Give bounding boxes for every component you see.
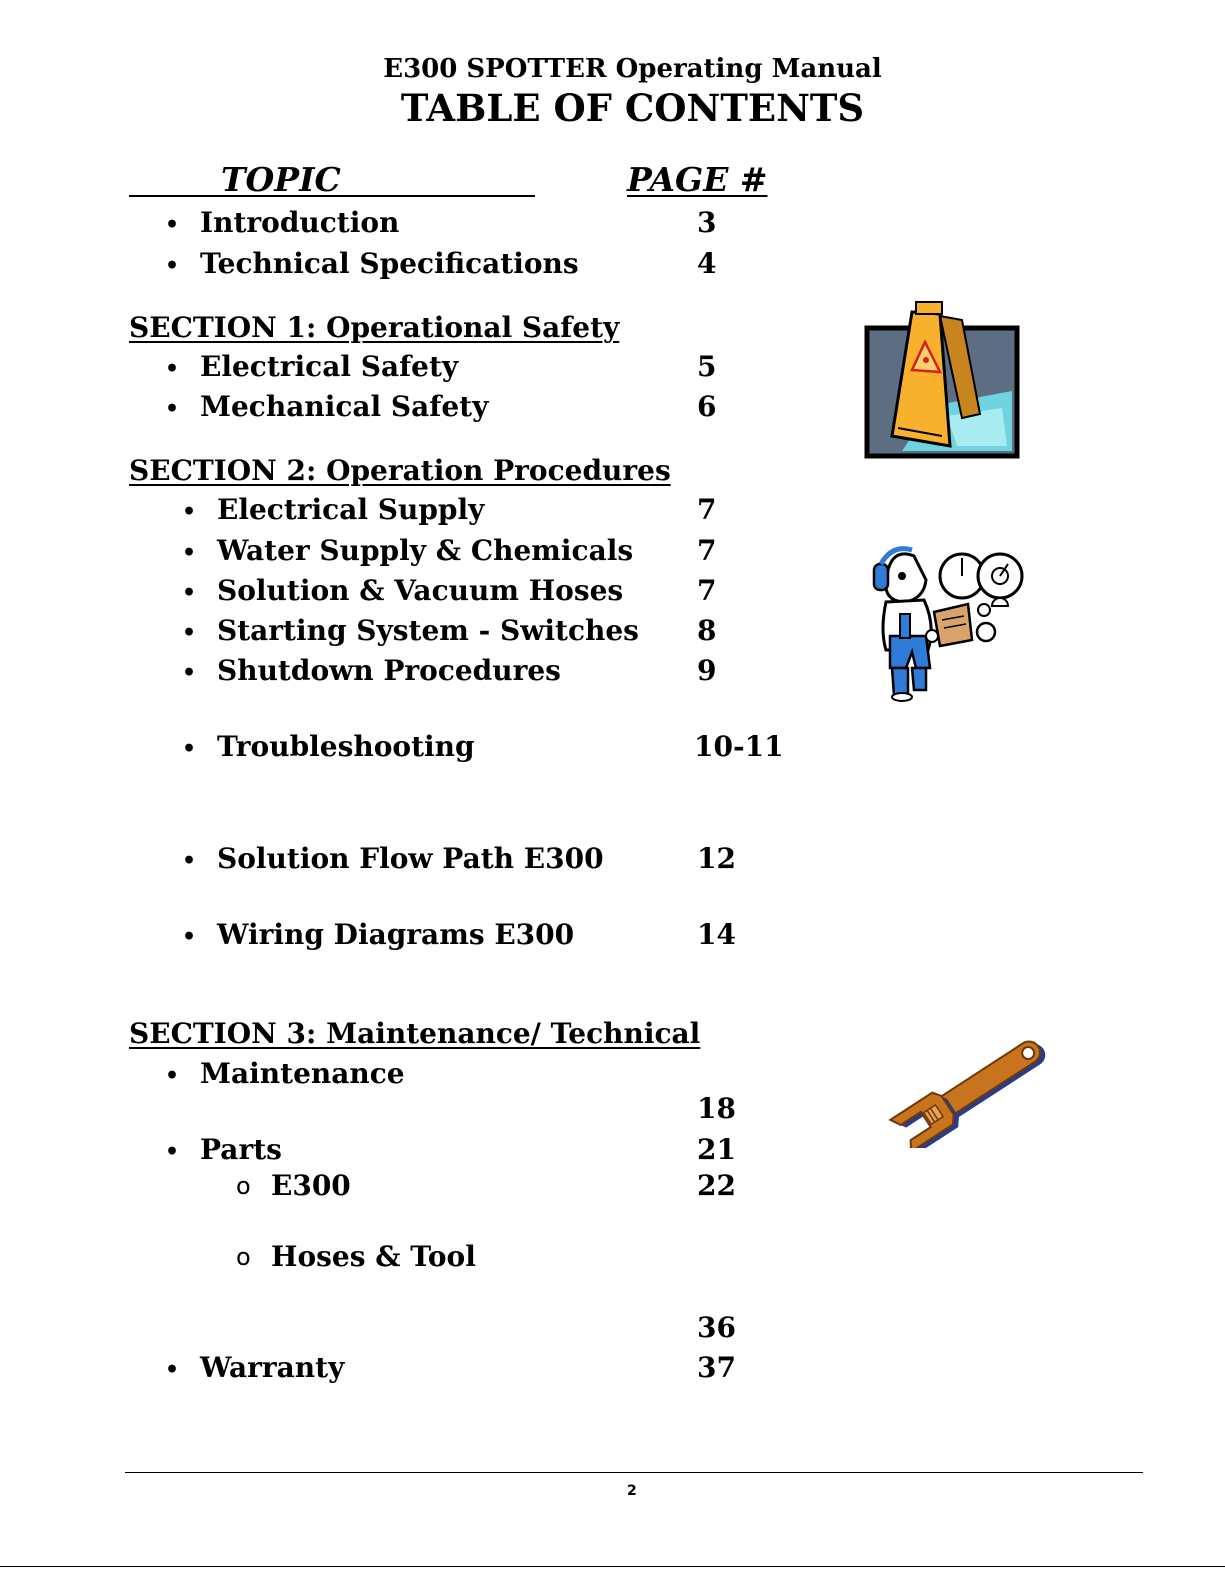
bullet-icon: • — [165, 212, 180, 238]
toc-page-solution-vacuum-hoses: 7 — [697, 574, 717, 607]
bullet-icon: • — [165, 1357, 180, 1383]
technician-with-gauges-icon — [868, 540, 1030, 705]
footer-rule — [125, 1472, 1143, 1473]
section2-heading: SECTION 2: Operation Procedures — [129, 454, 671, 487]
bullet-icon: • — [182, 620, 197, 646]
bullet-icon: • — [165, 253, 180, 279]
wet-floor-sign-icon — [862, 296, 1024, 464]
toc-item-starting-system: Starting System - Switches — [217, 614, 639, 647]
wrench-icon — [880, 1036, 1060, 1148]
sub-bullet-icon: o — [236, 1172, 251, 1200]
bullet-icon: • — [182, 660, 197, 686]
toc-page-introduction: 3 — [697, 206, 717, 239]
bullet-icon: • — [165, 396, 180, 422]
bullet-icon: • — [182, 580, 197, 606]
toc-page-shutdown-procedures: 9 — [697, 654, 717, 687]
toc-item-hoses-tool: Hoses & Tool — [271, 1240, 476, 1273]
toc-item-water-supply: Water Supply & Chemicals — [217, 534, 634, 567]
toc-page-warranty: 37 — [697, 1351, 736, 1384]
toc-item-warranty: Warranty — [200, 1351, 345, 1384]
toc-page-maintenance: 18 — [697, 1092, 736, 1125]
sub-bullet-icon: o — [236, 1243, 251, 1271]
topic-header: TOPIC — [221, 160, 341, 199]
bullet-icon: • — [165, 1139, 180, 1165]
page-bottom-edge — [0, 1566, 1225, 1567]
section3-heading: SECTION 3: Maintenance/ Technical — [129, 1017, 701, 1050]
toc-page-electrical-supply: 7 — [697, 493, 717, 526]
toc-item-wiring-diagrams: Wiring Diagrams E300 — [217, 918, 575, 951]
toc-item-mechanical-safety: Mechanical Safety — [200, 390, 489, 423]
toc-item-introduction: Introduction — [200, 206, 400, 239]
toc-page-wiring-diagrams: 14 — [697, 918, 736, 951]
toc-page-solution-flow-path: 12 — [697, 842, 736, 875]
toc-page-water-supply: 7 — [697, 534, 717, 567]
toc-item-troubleshooting: Troubleshooting — [217, 730, 475, 763]
toc-item-technical-specifications: Technical Specifications — [200, 247, 579, 280]
bullet-icon: • — [165, 356, 180, 382]
bullet-icon: • — [182, 924, 197, 950]
toc-item-shutdown-procedures: Shutdown Procedures — [217, 654, 561, 687]
toc-page-troubleshooting: 10-11 — [694, 730, 784, 763]
bullet-icon: • — [182, 499, 197, 525]
toc-item-electrical-supply: Electrical Supply — [217, 493, 485, 526]
toc-item-e300: E300 — [271, 1169, 351, 1202]
toc-page-hoses-tool: 36 — [697, 1311, 736, 1344]
toc-page-mechanical-safety: 6 — [697, 390, 717, 423]
toc-page-starting-system: 8 — [697, 614, 717, 647]
toc-page-e300: 22 — [697, 1169, 736, 1202]
toc-item-parts: Parts — [200, 1133, 282, 1166]
page-title: TABLE OF CONTENTS — [400, 86, 865, 130]
bullet-icon: • — [182, 848, 197, 874]
page-number-header: PAGE # — [627, 160, 768, 199]
bullet-icon: • — [182, 736, 197, 762]
toc-page-technical-specifications: 4 — [697, 247, 717, 280]
toc-page-parts: 21 — [697, 1133, 736, 1166]
toc-item-solution-vacuum-hoses: Solution & Vacuum Hoses — [217, 574, 624, 607]
toc-item-solution-flow-path: Solution Flow Path E300 — [217, 842, 604, 875]
toc-page-electrical-safety: 5 — [697, 350, 717, 383]
bullet-icon: • — [165, 1063, 180, 1089]
bullet-icon: • — [182, 540, 197, 566]
toc-item-electrical-safety: Electrical Safety — [200, 350, 459, 383]
manual-subtitle: E300 SPOTTER Operating Manual — [383, 54, 882, 84]
page-number: 2 — [627, 1483, 637, 1499]
section1-heading: SECTION 1: Operational Safety — [129, 311, 620, 344]
toc-item-maintenance: Maintenance — [200, 1057, 405, 1090]
